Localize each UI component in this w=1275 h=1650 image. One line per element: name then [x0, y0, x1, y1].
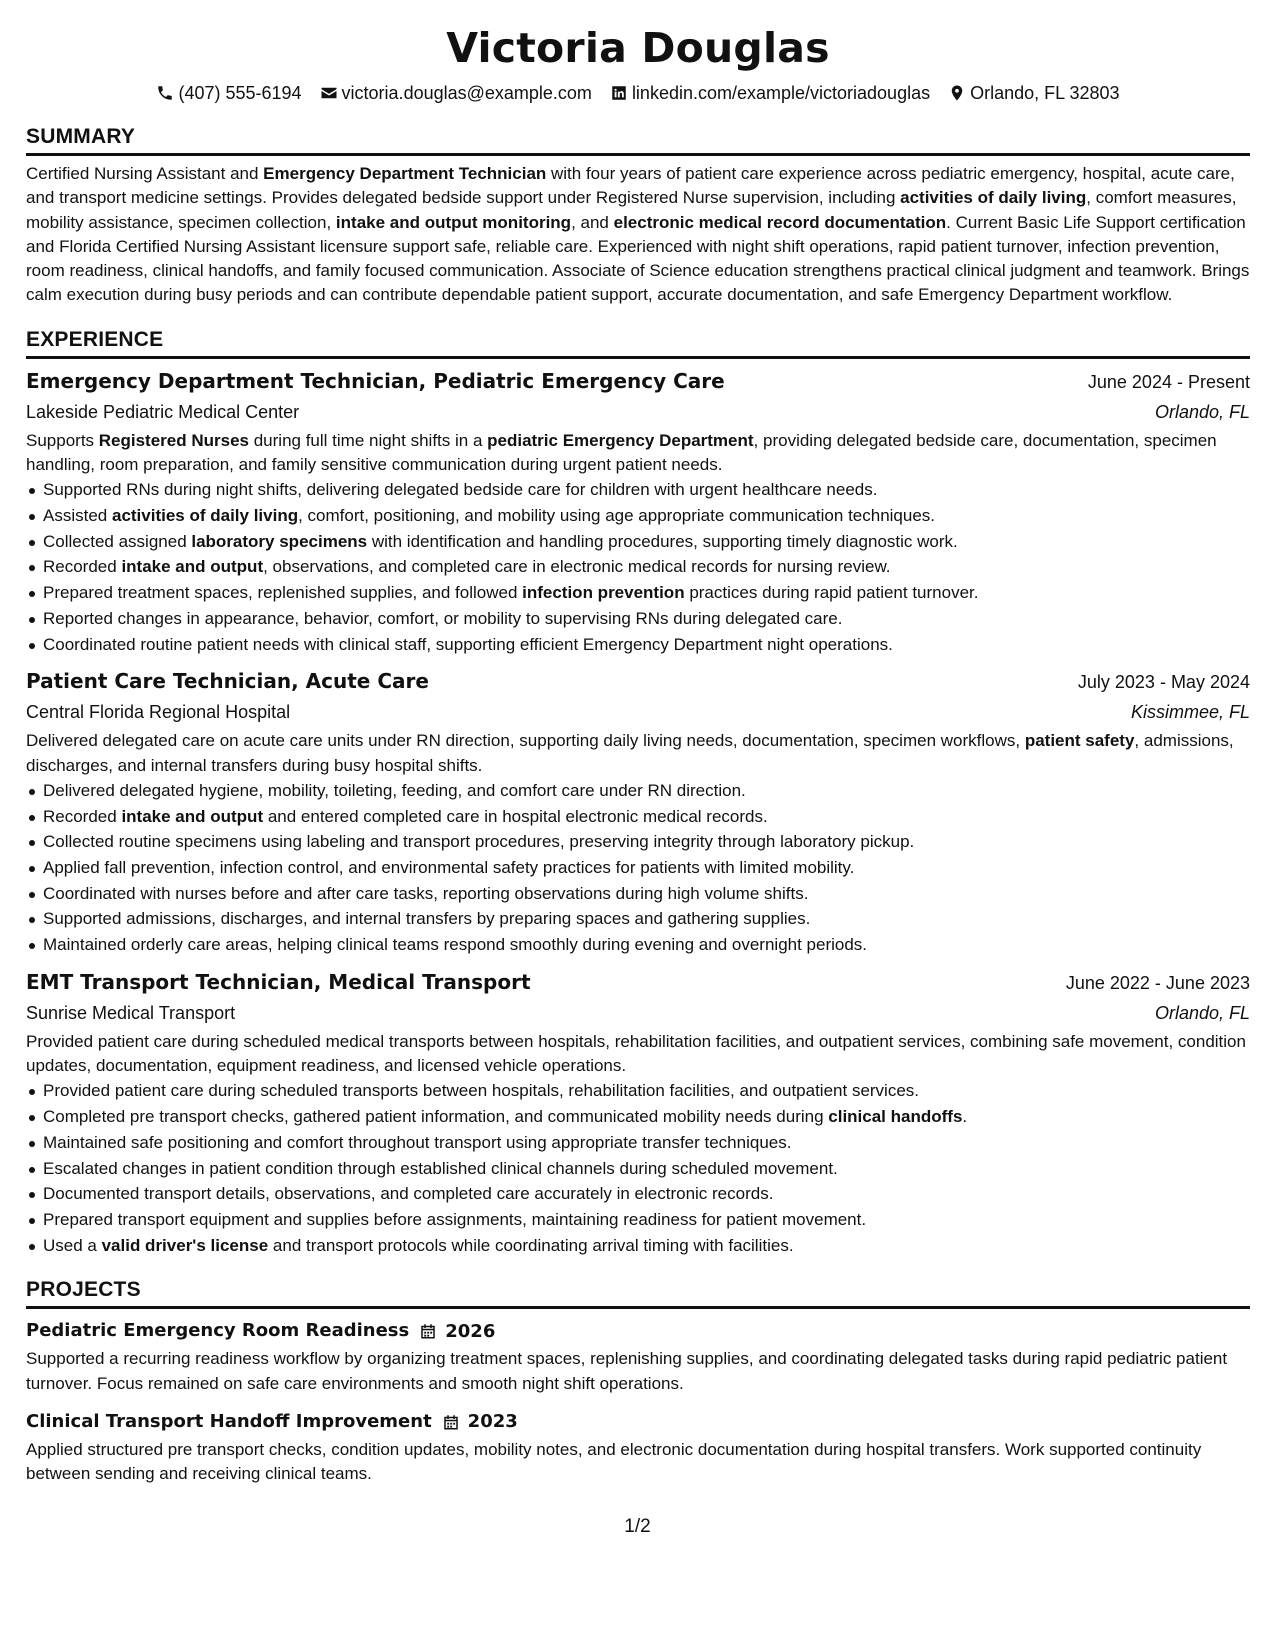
job-location: Orlando, FL — [1154, 1002, 1250, 1023]
project-entry — [26, 1408, 1250, 1487]
envelope-icon — [320, 84, 338, 102]
job-title: EMT Transport Technician, Medical Transport — [26, 969, 531, 994]
phone-text: (407) 555-6194 — [178, 83, 302, 103]
project-year-text: 2023 — [467, 1411, 518, 1433]
section-title-summary: SUMMARY — [26, 123, 1250, 156]
contact-bar — [26, 81, 1250, 105]
emphasis-text: patient safety — [1024, 731, 1135, 751]
contact-location — [948, 81, 1119, 105]
emphasis-text: intake and output — [121, 806, 264, 826]
bullet-item: Reported changes in appearance, behavior, comfort, or mobility to supervising RNs during delegated care. — [26, 606, 1250, 632]
contact-phone — [156, 81, 301, 105]
projects-section — [26, 1276, 1250, 1486]
bullet-item: Escalated changes in patient condition through established clinical channels during scheduled movement. — [26, 1156, 1250, 1182]
summary-section — [26, 123, 1250, 308]
job-location: Kissimmee, FL — [1130, 702, 1250, 723]
bullet-item: Collected assigned laboratory specimens with identification and handling procedures, supporting timely diagnostic work. — [26, 529, 1250, 555]
bullet-item: Supported RNs during night shifts, delivering delegated bedside care for children with urgent healthcare needs. — [26, 477, 1250, 503]
contact-email[interactable] — [320, 81, 592, 105]
section-title-experience: EXPERIENCE — [26, 326, 1250, 359]
emphasis-text: Registered Nurses — [98, 430, 249, 450]
job-summary: Provided patient care during scheduled medical transports between hospitals, rehabilitation facilities, and outpatient services, combining safe movement, condition updates, documentation, equipment readiness, and licensed vehicle operations. — [26, 1031, 1246, 1076]
job-dates: June 2022 - June 2023 — [1065, 972, 1250, 993]
bullet-item: Coordinated routine patient needs with clinical staff, supporting efficient Emergency Department night operations. — [26, 632, 1250, 658]
emphasis-text: laboratory specimens — [191, 531, 368, 551]
project-description: Supported a recurring readiness workflow by organizing treatment spaces, replenishing supplies, and coordinating delegated tasks during rapid pediatric patient turnover. Focus remained on safe care environments and smooth night shift operations. — [26, 1349, 1228, 1393]
calendar-icon — [442, 1413, 460, 1431]
email-link[interactable]: victoria.douglas@example.com — [341, 83, 592, 103]
job-company: Lakeside Pediatric Medical Center — [26, 401, 300, 422]
bullet-item: Supported admissions, discharges, and internal transfers by preparing spaces and gathering supplies. — [26, 906, 1250, 932]
resume-page — [26, 0, 1250, 1650]
job-bullets — [26, 477, 1250, 657]
job-title: Emergency Department Technician, Pediatric Emergency Care — [26, 368, 725, 393]
project-title: Pediatric Emergency Room Readiness — [26, 1320, 410, 1342]
candidate-name: Victoria Douglas — [446, 24, 830, 72]
bullet-item: Completed pre transport checks, gathered patient information, and communicated mobility needs during clinical handoffs. — [26, 1104, 1250, 1130]
project-entry — [26, 1317, 1250, 1396]
job-dates: June 2024 - Present — [1087, 371, 1250, 392]
contact-linkedin[interactable] — [610, 81, 930, 105]
bullet-item: Documented transport details, observations, and completed care accurately in electronic records. — [26, 1181, 1250, 1207]
bullet-item: Used a valid driver's license and transport protocols while coordinating arrival timing with facilities. — [26, 1233, 1250, 1259]
section-title-projects: PROJECTS — [26, 1276, 1250, 1309]
emphasis-text: activities of daily living — [111, 506, 299, 526]
emphasis-text: pediatric Emergency Department — [487, 430, 754, 450]
linkedin-link[interactable]: linkedin.com/example/victoriadouglas — [631, 83, 931, 103]
job-bullets — [26, 778, 1250, 958]
emphasis-text: Emergency Department Technician — [263, 164, 547, 183]
bullet-item: Assisted activities of daily living, comfort, positioning, and mobility using age appropriate communication techniques. — [26, 503, 1250, 529]
bullet-item: Prepared transport equipment and supplies before assignments, maintaining readiness for patient movement. — [26, 1207, 1250, 1233]
bullet-item: Collected routine specimens using labeling and transport procedures, preserving integrity through laboratory pickup. — [26, 829, 1250, 855]
project-year — [442, 1411, 518, 1432]
job-dates: July 2023 - May 2024 — [1077, 672, 1250, 693]
emphasis-text: clinical handoffs — [828, 1107, 963, 1127]
emphasis-text: intake and output — [121, 557, 264, 577]
bullet-item: Provided patient care during scheduled transports between hospitals, rehabilitation facilities, and outpatient services. — [26, 1078, 1250, 1104]
summary-text: Certified Nursing Assistant and Emergency Department Technician with four years of patient care experience across pediatric emergency, hospital, acute care, and transport medicine settings. Provides delegated bedside support under Registered Nurse supervision, including activities of daily living, comfort measures, mobility assistance, specimen collection, intake and output monitoring, and electronic medical record documentation. Current Basic Life Support certification and Florida Certified Nursing Assistant licensure support safe, reliable care. Experienced with night shift operations, rapid patient turnover, infection prevention, room readiness, clinical handoffs, and family focused communication. Associate of Science education strengthens practical clinical judgment and teamwork. Brings calm execution during busy periods and can contribute dependable patient support, accurate documentation, and safe Emergency Department workflow. — [26, 164, 1250, 305]
project-year — [419, 1321, 495, 1342]
project-description: Applied structured pre transport checks, condition updates, mobility notes, and electronic documentation during hospital transfers. Work supported continuity between sending and receiving clinical teams. — [26, 1439, 1202, 1484]
job-title: Patient Care Technician, Acute Care — [26, 669, 429, 694]
bullet-item: Coordinated with nurses before and after care tasks, reporting observations during high volume shifts. — [26, 881, 1250, 907]
emphasis-text: infection prevention — [522, 583, 685, 603]
project-title: Clinical Transport Handoff Improvement — [26, 1410, 432, 1432]
emphasis-text: electronic medical record documentation — [613, 212, 947, 232]
emphasis-text: valid driver's license — [101, 1235, 269, 1255]
phone-icon — [156, 84, 174, 102]
job-entry — [26, 665, 1250, 958]
job-entry — [26, 966, 1250, 1259]
linkedin-icon — [610, 84, 628, 102]
bullet-item: Maintained safe positioning and comfort throughout transport using appropriate transfer techniques. — [26, 1130, 1250, 1156]
emphasis-text: intake and output monitoring — [335, 212, 572, 232]
job-bullets — [26, 1078, 1250, 1258]
experience-section — [26, 326, 1250, 1259]
job-entry — [26, 365, 1250, 658]
bullet-item: Prepared treatment spaces, replenished supplies, and followed infection prevention practices during rapid patient turnover. — [26, 580, 1250, 606]
location-text: Orlando, FL 32803 — [970, 83, 1120, 103]
project-year-text: 2026 — [445, 1320, 496, 1342]
job-company: Central Florida Regional Hospital — [26, 702, 291, 723]
emphasis-text: activities of daily living — [900, 188, 1087, 208]
job-summary: Delivered delegated care on acute care units under RN direction, supporting daily living needs, documentation, specimen workflows, patient safety, admissions, discharges, and internal transfers during busy hospital shifts. — [26, 731, 1234, 775]
map-pin-icon — [948, 84, 966, 102]
bullet-item: Delivered delegated hygiene, mobility, toileting, feeding, and comfort care under RN direction. — [26, 778, 1250, 804]
job-location: Orlando, FL — [1154, 401, 1250, 422]
job-summary: Supports Registered Nurses during full time night shifts in a pediatric Emergency Department, providing delegated bedside care, documentation, specimen handling, room preparation, and family sensitive communication during urgent patient needs. — [26, 430, 1217, 475]
bullet-item: Applied fall prevention, infection control, and environmental safety practices for patients with limited mobility. — [26, 855, 1250, 881]
bullet-item: Recorded intake and output, observations, and completed care in electronic medical records for nursing review. — [26, 554, 1250, 580]
calendar-icon — [419, 1322, 437, 1340]
page-number: 1/2 — [624, 1516, 651, 1537]
bullet-item: Recorded intake and output and entered completed care in hospital electronic medical records. — [26, 804, 1250, 830]
bullet-item: Maintained orderly care areas, helping clinical teams respond smoothly during evening and overnight periods. — [26, 932, 1250, 958]
job-company: Sunrise Medical Transport — [26, 1002, 236, 1023]
